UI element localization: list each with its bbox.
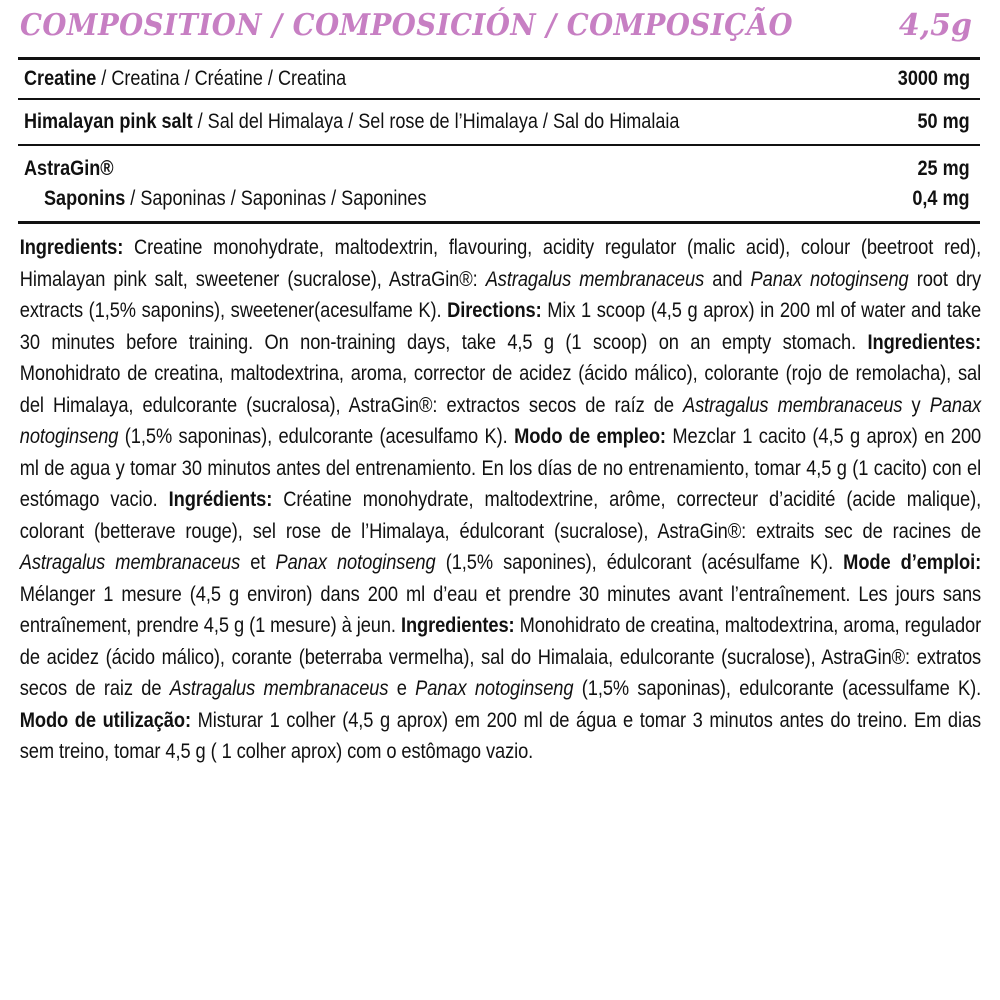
nutrition-label xyxy=(18,8,980,768)
multilingual-paragraph: Ingredients: Creatine monohydrate, maltodextrin, flavouring, acidity regulator (malic acid), colour (beetroot red), Himalayan pink salt, sweetener (sucralose), AstraGin®: Astragalus membranaceus and Panax notoginseng root dry extracts (1,5% saponins), sweetener(acesulfame K). Directions: Mix 1 scoop (4,5 g aprox) in 200 ml of water and take 30 minutes before training. On non-training days, take 4,5 g (1 scoop) on an empty stomach. Ingredientes: Monohidrato de creatina, maltodextrina, aroma, corrector de acidez (ácido málico), colorante (rojo de remolacha), sal del Himalaya, edulcorante (sucralosa), AstraGin®: extractos secos de raíz de Astragalus membranaceus y Panax notoginseng (1,5% saponinas), edulcorante (acesulfamo K). Modo de empleo: Mezclar 1 cacito (4,5 g aprox) en 200 ml de agua y tomar 30 minutos antes del entrenamiento. En los días de no entrenamiento, tomar 4,5 g (1 cacito) con el estómago vacio. Ingrédients: Créatine monohydrate, maltodextrine, arôme, correcteur d’acidité (acide malique), colorant (betterave rouge), sel rose de l’Himalaya, édulcorant (sucralose), AstraGin®: extraits sec de racines de Astragalus membranaceus et Panax notoginseng (1,5% saponines), édulcorant (acésulfame K). Mode d’emploi: Mélanger 1 mesure (4,5 g environ) dans 200 ml d’eau et prendre 30 minutes avant l’entraînement. Les jours sans entraînement, prendre 4,5 g (1 mesure) à jeun. Ingredientes: Monohidrato de creatina, maltodextrina, aroma, regulador de acidez (ácido málico), corante (beterraba vermelha), sal do Himalaia, edulcorante (sucralose), AstraGin®: extratos secos de raiz de Astragalus membranaceus e Panax notoginseng (1,5% saponinas), edulcorante (acessulfame K). Modo de utilização: Misturar 1 colher (4,5 g aprox) em 200 ml de água e tomar 3 minutos antes do treino. Em dias sem treino, tomar 4,5 g ( 1 colher aprox) com o estômago vazio. xyxy=(19,236,982,763)
saponins-line xyxy=(24,184,970,214)
serving-weight: 4,5g xyxy=(898,8,972,43)
composition-row-astragin xyxy=(18,146,980,224)
ingredient-amount: 3000 mg xyxy=(897,67,970,90)
composition-title: COMPOSITION / COMPOSICIÓN / COMPOSIÇÃO xyxy=(20,8,793,43)
ingredients-directions-text xyxy=(18,232,983,768)
astragin-line xyxy=(24,154,970,184)
ingredient-amount: 25 mg xyxy=(917,156,970,180)
sub-ingredient-name: Saponins / Saponinas / Saponinas / Saponines xyxy=(44,186,427,210)
composition-row-salt xyxy=(18,100,980,146)
ingredient-name: Himalayan pink salt / Sal del Himalaya / Sel rose de l’Himalaya / Sal do Himalaia xyxy=(24,110,680,133)
ingredient-name: AstraGin® xyxy=(24,156,114,180)
ingredient-amount: 50 mg xyxy=(917,110,970,133)
composition-header xyxy=(18,8,980,60)
composition-row-creatine xyxy=(18,60,980,100)
sub-ingredient-amount: 0,4 mg xyxy=(912,186,970,210)
ingredient-name: Creatine / Creatina / Créatine / Creatina xyxy=(24,67,347,90)
